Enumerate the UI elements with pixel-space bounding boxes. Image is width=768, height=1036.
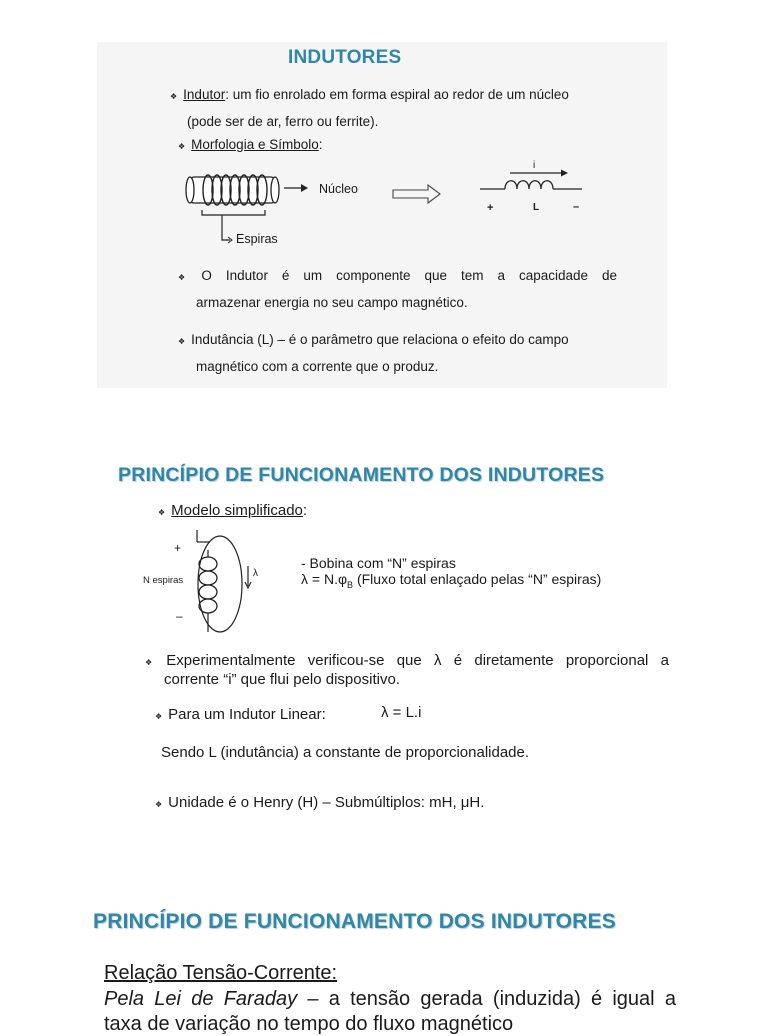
bullet-componente (178, 267, 617, 287)
desc-bobina: - Bobina com “N” espiras (301, 555, 456, 571)
coil-model-diagram (170, 528, 270, 640)
term-morfologia: Morfologia e Símbolo (191, 137, 319, 152)
section-title-principio-2: PRINCÍPIO DE FUNCIONAMENTO DOS INDUTORES (93, 910, 616, 933)
faraday-law: Pela Lei de Faraday (104, 988, 298, 1010)
bullet-icon: ❖ (178, 273, 196, 282)
section-title-principio: PRINCÍPIO DE FUNCIONAMENTO DOS INDUTORES (118, 464, 605, 486)
bullet-unidade (155, 793, 484, 814)
faraday-text (104, 988, 676, 1011)
bullet-indutancia-line2: magnético com a corrente que o produz. (196, 359, 439, 374)
section-title-indutores: INDUTORES (288, 47, 402, 68)
bullet-componente-line2: armazenar energia no seu campo magnético. (196, 295, 468, 310)
linear-equation: λ = L.i (381, 704, 422, 721)
current-arrowhead (561, 170, 568, 177)
bullet-text: Experimentalmente verificou-se que λ é diretamente proporcional a (166, 652, 669, 669)
bullet-text: Unidade é o Henry (H) – Submúltiplos: mH, μH. (168, 794, 485, 811)
bullet-text: Para um Indutor Linear: (168, 706, 326, 723)
inductor-symbol (505, 181, 553, 189)
bullet-indutor (170, 86, 569, 106)
faraday-rest: – a tensão gerada (induzida) é igual a (297, 988, 676, 1010)
hollow-arrow-icon (393, 185, 440, 203)
nucleo-arrowhead (301, 184, 308, 192)
label-minus: – (573, 201, 580, 213)
bullet-icon: ❖ (178, 142, 186, 151)
label-nucleo: Núcleo (319, 182, 358, 196)
heading-relacao: Relação Tensão-Corrente: (104, 962, 338, 984)
bullet-indutor-line2: (pode ser de ar, ferro ou ferrite). (187, 114, 379, 129)
coil-loops (199, 557, 217, 613)
bullet-text: Indutância (L) – é o parâmetro que relaciona o efeito do campo (191, 332, 569, 347)
colon: : (318, 137, 323, 152)
flux-equation: λ = N.φ (301, 571, 348, 587)
faraday-line2-cut: taxa de variação no tempo do fluxo magnético (104, 1013, 514, 1035)
bullet-text: : um fio enrolado em forma espiral ao redor de um núcleo (225, 87, 569, 102)
label-n-espiras: N espiras (143, 575, 184, 586)
sendo-text: Sendo L (indutância) a constante de proporcionalidade. (161, 744, 530, 761)
bullet-modelo (158, 501, 307, 522)
label-current-i: i (533, 160, 536, 171)
bullet-indutancia (178, 331, 569, 351)
espiras-bracket (202, 210, 265, 215)
flux-subscript: B (347, 579, 354, 590)
bullet-experimental (145, 651, 669, 672)
bullet-icon: ❖ (178, 337, 186, 346)
bullet-morfologia (178, 136, 323, 156)
label-lambda: λ (253, 568, 258, 579)
label-l: L (533, 202, 540, 213)
term-modelo: Modelo simplificado (171, 502, 303, 519)
bullet-experimental-line2: corrente “i” que flui pelo dispositivo. (164, 671, 400, 688)
espiras-leader (222, 215, 230, 240)
colon: : (302, 502, 308, 519)
bullet-icon: ❖ (155, 712, 163, 721)
bullet-icon: ❖ (158, 508, 166, 517)
label-espiras: Espiras (236, 232, 278, 246)
bullet-icon: ❖ (170, 92, 178, 101)
desc-fluxo (301, 570, 601, 595)
coil-plus: + (174, 541, 182, 555)
bullet-linear (155, 705, 326, 726)
bullet-icon: ❖ (155, 800, 163, 809)
label-plus: + (487, 202, 494, 214)
term-indutor: Indutor (183, 87, 226, 102)
bullet-icon: ❖ (145, 658, 161, 667)
bullet-text: O Indutor é um componente que tem a capacidade de (201, 268, 618, 283)
flux-description: (Fluxo total enlaçado pelas “N” espiras) (353, 571, 602, 587)
core-end-right (271, 177, 279, 203)
coil-minus: – (176, 609, 183, 623)
core-end-left (186, 177, 194, 203)
